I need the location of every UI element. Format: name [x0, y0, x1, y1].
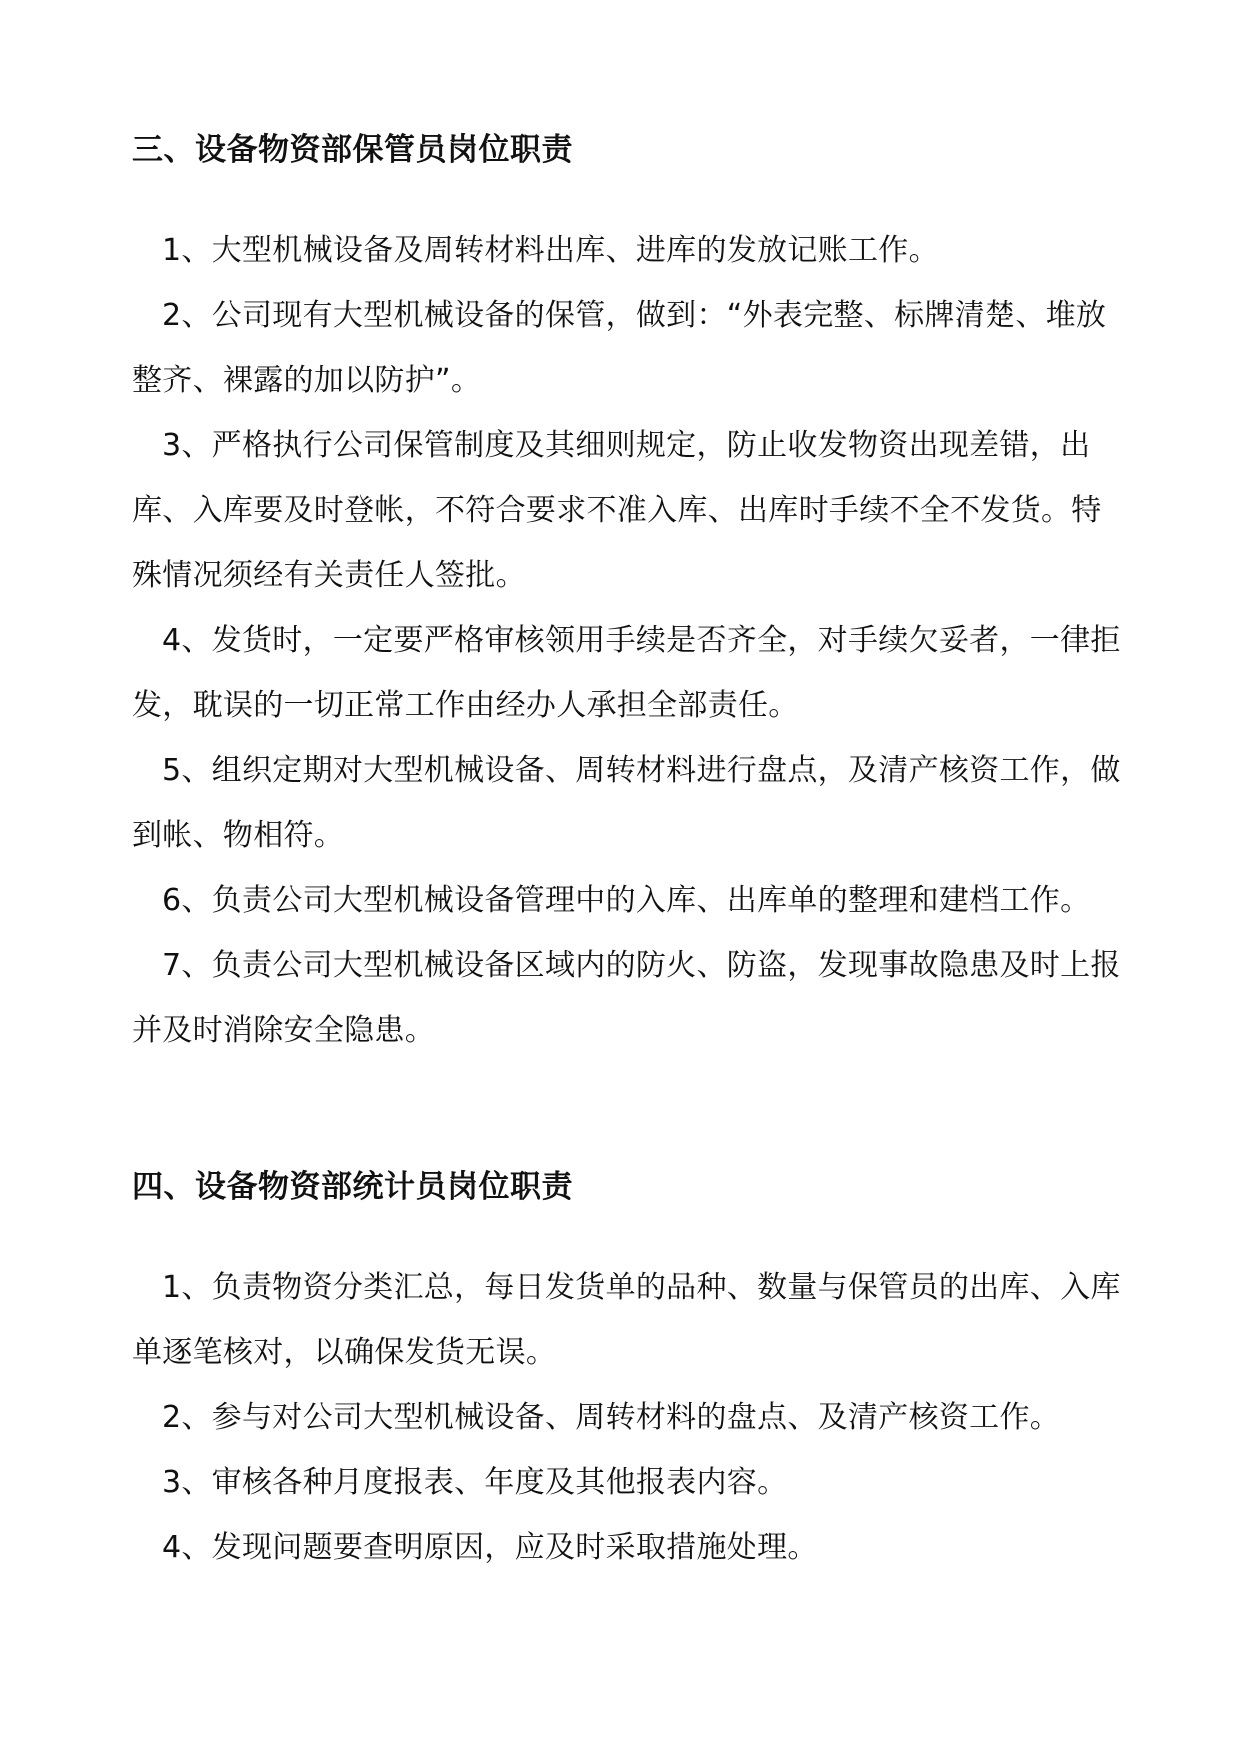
- duty-item: 6、负责公司大型机械设备管理中的入库、出库单的整理和建档工作。: [162, 883, 1091, 918]
- section-storekeeper-duties: [132, 128, 1122, 1063]
- duty-item: 7、负责公司大型机械设备区域内的防火、防盗，发现事故隐患及时上报并及时消除安全隐患。: [132, 948, 1121, 1048]
- duty-item: 1、负责物资分类汇总，每日发货单的品种、数量与保管员的出库、入库单逐笔核对，以确保发货无误。: [132, 1270, 1121, 1370]
- section-heading: 四、设备物资部统计员岗位职责: [132, 1169, 573, 1205]
- duty-item: 2、参与对公司大型机械设备、周转材料的盘点、及清产核资工作。: [162, 1400, 1061, 1435]
- duty-item: 2、公司现有大型机械设备的保管，做到：“外表完整、标牌清楚、堆放整齐、裸露的加以防护”。: [132, 298, 1107, 398]
- duty-item: 1、大型机械设备及周转材料出库、进库的发放记账工作。: [162, 233, 939, 268]
- section-heading: 三、设备物资部保管员岗位职责: [132, 132, 573, 168]
- duty-item: 3、审核各种月度报表、年度及其他报表内容。: [162, 1465, 788, 1500]
- duty-item: 5、组织定期对大型机械设备、周转材料进行盘点，及清产核资工作，做到帐、物相符。: [132, 753, 1121, 853]
- duty-item: 4、发现问题要查明原因，应及时采取措施处理。: [162, 1530, 818, 1565]
- section-statistician-duties: [132, 1165, 1122, 1580]
- duty-item: 4、发货时，一定要严格审核领用手续是否齐全，对手续欠妥者，一律拒发，耽误的一切正常工作由经办人承担全部责任。: [132, 623, 1121, 723]
- duty-item: 3、严格执行公司保管制度及其细则规定，防止收发物资出现差错，出库、入库要及时登帐，不符合要求不准入库、出库时手续不全不发货。特殊情况须经有关责任人签批。: [132, 428, 1102, 593]
